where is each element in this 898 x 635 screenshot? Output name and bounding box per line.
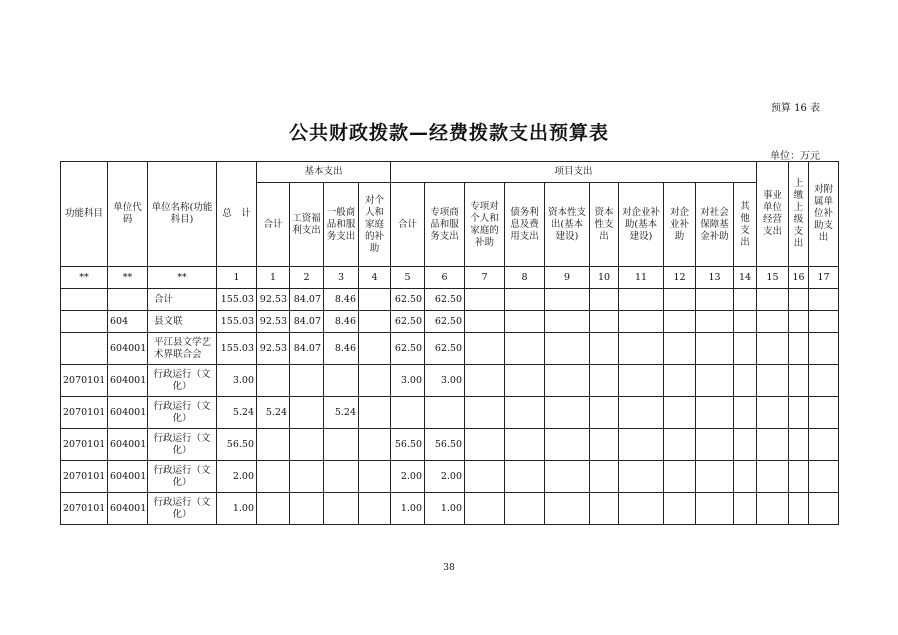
general-goods-cell: 8.46 (324, 311, 359, 333)
index-cell: 1 (217, 267, 257, 289)
empty-cell (590, 365, 619, 397)
unit-code-cell: 604001 (108, 461, 148, 493)
empty-cell (757, 365, 789, 397)
unit-name-cell: 县文联 (148, 311, 217, 333)
empty-cell (809, 365, 839, 397)
empty-cell (545, 365, 590, 397)
header-subsidy-affiliated: 对附属单位补助支出 (809, 162, 839, 267)
empty-cell (465, 429, 505, 461)
wages-cell (290, 429, 324, 461)
project-total-cell: 62.50 (391, 333, 425, 365)
basic-total-cell (257, 429, 290, 461)
header-special-personal: 专项对个人和家庭的补助 (465, 183, 505, 267)
general-goods-cell: 8.46 (324, 289, 359, 311)
header-special-goods: 专项商品和服务支出 (425, 183, 465, 267)
index-cell: 2 (290, 267, 324, 289)
empty-cell (590, 289, 619, 311)
empty-cell (619, 493, 664, 525)
empty-cell (664, 365, 696, 397)
personal-family-cell (359, 429, 391, 461)
empty-cell (734, 311, 757, 333)
special-goods-cell (425, 397, 465, 429)
empty-cell (757, 461, 789, 493)
index-cell: 4 (359, 267, 391, 289)
general-goods-cell (324, 493, 359, 525)
empty-cell (505, 289, 545, 311)
empty-cell (664, 429, 696, 461)
empty-cell (809, 397, 839, 429)
empty-cell (734, 289, 757, 311)
basic-total-cell (257, 461, 290, 493)
wages-cell (290, 461, 324, 493)
personal-family-cell (359, 493, 391, 525)
table-row (61, 365, 839, 397)
header-unit-code: 单位代码 (108, 162, 148, 267)
table-row (61, 289, 839, 311)
empty-cell (545, 429, 590, 461)
personal-family-cell (359, 365, 391, 397)
page-number: 38 (443, 563, 455, 573)
empty-cell (505, 365, 545, 397)
unit-code-cell (108, 289, 148, 311)
header-enterprise-build: 对企业补助(基本建设) (619, 183, 664, 267)
budget-table (60, 161, 839, 525)
empty-cell (789, 289, 809, 311)
unit-code-cell: 604001 (108, 365, 148, 397)
empty-cell (505, 461, 545, 493)
wages-cell (290, 493, 324, 525)
index-cell: 10 (590, 267, 619, 289)
header-project-group: 项目支出 (391, 162, 757, 183)
func-subject-cell: 2070101 (61, 397, 108, 429)
table-row (61, 397, 839, 429)
unit-name-cell: 行政运行（文化） (148, 461, 217, 493)
table-row (61, 429, 839, 461)
empty-cell (734, 461, 757, 493)
empty-cell (696, 311, 734, 333)
index-cell: 17 (809, 267, 839, 289)
empty-cell (619, 429, 664, 461)
unit-name-cell: 合计 (148, 289, 217, 311)
empty-cell (590, 429, 619, 461)
special-goods-cell: 3.00 (425, 365, 465, 397)
basic-total-cell (257, 365, 290, 397)
empty-cell (809, 493, 839, 525)
empty-cell (619, 333, 664, 365)
empty-cell (809, 461, 839, 493)
empty-cell (809, 333, 839, 365)
special-goods-cell: 62.50 (425, 289, 465, 311)
basic-total-cell (257, 493, 290, 525)
unit-code-cell: 604 (108, 311, 148, 333)
project-total-cell: 56.50 (391, 429, 425, 461)
empty-cell (545, 397, 590, 429)
empty-cell (465, 461, 505, 493)
empty-cell (696, 333, 734, 365)
table-row (61, 333, 839, 365)
empty-cell (757, 429, 789, 461)
total-cell: 155.03 (217, 311, 257, 333)
empty-cell (505, 333, 545, 365)
total-cell: 56.50 (217, 429, 257, 461)
unit-code-cell: 604001 (108, 429, 148, 461)
basic-total-cell: 92.53 (257, 289, 290, 311)
empty-cell (696, 289, 734, 311)
index-row (61, 267, 839, 289)
empty-cell (757, 333, 789, 365)
index-cell: 5 (391, 267, 425, 289)
empty-cell (590, 397, 619, 429)
empty-cell (789, 365, 809, 397)
empty-cell (696, 493, 734, 525)
index-cell: 1 (257, 267, 290, 289)
empty-cell (619, 365, 664, 397)
project-total-cell: 3.00 (391, 365, 425, 397)
total-cell: 155.03 (217, 289, 257, 311)
empty-cell (734, 493, 757, 525)
empty-cell (505, 397, 545, 429)
special-goods-cell: 56.50 (425, 429, 465, 461)
empty-cell (789, 397, 809, 429)
func-subject-cell: 2070101 (61, 365, 108, 397)
special-goods-cell: 1.00 (425, 493, 465, 525)
personal-family-cell (359, 397, 391, 429)
header-social-security: 对社会保障基金补助 (696, 183, 734, 267)
empty-cell (809, 289, 839, 311)
unit-name-cell: 行政运行（文化） (148, 397, 217, 429)
empty-cell (789, 333, 809, 365)
empty-cell (590, 311, 619, 333)
empty-cell (465, 333, 505, 365)
index-cell: 6 (425, 267, 465, 289)
special-goods-cell: 2.00 (425, 461, 465, 493)
general-goods-cell (324, 365, 359, 397)
header-unit-name: 单位名称(功能科目) (148, 162, 217, 267)
func-subject-cell: 2070101 (61, 429, 108, 461)
unit-name-cell: 平江县文学艺术界联合会 (148, 333, 217, 365)
empty-cell (545, 333, 590, 365)
header-remit-upper: 上缴上级支出 (789, 162, 809, 267)
empty-cell (757, 397, 789, 429)
empty-cell (757, 289, 789, 311)
personal-family-cell (359, 333, 391, 365)
func-subject-cell: 2070101 (61, 461, 108, 493)
basic-total-cell: 92.53 (257, 311, 290, 333)
empty-cell (590, 461, 619, 493)
empty-cell (590, 493, 619, 525)
unit-code-cell: 604001 (108, 397, 148, 429)
header-basic-group: 基本支出 (257, 162, 391, 183)
empty-cell (465, 397, 505, 429)
empty-cell (734, 429, 757, 461)
basic-total-cell: 5.24 (257, 397, 290, 429)
empty-cell (545, 289, 590, 311)
unit-code-cell: 604001 (108, 333, 148, 365)
header-business: 事业单位经营支出 (757, 162, 789, 267)
empty-cell (757, 311, 789, 333)
empty-cell (619, 397, 664, 429)
header-general-goods: 一般商品和服务支出 (324, 183, 359, 267)
index-cell: ** (61, 267, 108, 289)
header-project-total: 合计 (391, 183, 425, 267)
empty-cell (505, 429, 545, 461)
empty-cell (696, 397, 734, 429)
header-total: 总 计 (217, 162, 257, 267)
personal-family-cell (359, 289, 391, 311)
empty-cell (545, 461, 590, 493)
empty-cell (696, 461, 734, 493)
unit-name-cell: 行政运行（文化） (148, 493, 217, 525)
header-basic-total: 合计 (257, 183, 290, 267)
index-cell: 11 (619, 267, 664, 289)
personal-family-cell (359, 461, 391, 493)
special-goods-cell: 62.50 (425, 333, 465, 365)
project-total-cell (391, 397, 425, 429)
header-capital: 资本性支出 (590, 183, 619, 267)
unit-label: 单位：万元 (770, 151, 820, 162)
empty-cell (696, 429, 734, 461)
personal-family-cell (359, 311, 391, 333)
table-row (61, 493, 839, 525)
total-cell: 3.00 (217, 365, 257, 397)
empty-cell (465, 289, 505, 311)
empty-cell (619, 289, 664, 311)
wages-cell (290, 365, 324, 397)
index-cell: 14 (734, 267, 757, 289)
project-total-cell: 1.00 (391, 493, 425, 525)
empty-cell (789, 461, 809, 493)
empty-cell (590, 333, 619, 365)
empty-cell (757, 493, 789, 525)
index-cell: 12 (664, 267, 696, 289)
unit-code-cell: 604001 (108, 493, 148, 525)
header-other: 其他支出 (734, 183, 757, 267)
index-cell: 15 (757, 267, 789, 289)
empty-cell (696, 365, 734, 397)
empty-cell (545, 311, 590, 333)
empty-cell (734, 333, 757, 365)
index-cell: 8 (505, 267, 545, 289)
unit-name-cell: 行政运行（文化） (148, 365, 217, 397)
empty-cell (664, 289, 696, 311)
general-goods-cell (324, 461, 359, 493)
empty-cell (505, 311, 545, 333)
total-cell: 1.00 (217, 493, 257, 525)
index-cell: ** (148, 267, 217, 289)
page-title: 公共财政拨款—经费拨款支出预算表 (288, 122, 609, 144)
empty-cell (465, 493, 505, 525)
header-enterprise: 对企业补助 (664, 183, 696, 267)
empty-cell (664, 311, 696, 333)
empty-cell (664, 397, 696, 429)
index-cell: 3 (324, 267, 359, 289)
index-cell: 7 (465, 267, 505, 289)
header-capital-build: 资本性支出(基本建设) (545, 183, 590, 267)
empty-cell (505, 493, 545, 525)
unit-name-cell: 行政运行（文化） (148, 429, 217, 461)
table-row (61, 311, 839, 333)
empty-cell (809, 311, 839, 333)
empty-cell (619, 461, 664, 493)
index-cell: ** (108, 267, 148, 289)
empty-cell (734, 397, 757, 429)
empty-cell (619, 311, 664, 333)
empty-cell (465, 365, 505, 397)
total-cell: 155.03 (217, 333, 257, 365)
general-goods-cell (324, 429, 359, 461)
wages-cell (290, 397, 324, 429)
header-personal-family: 对个人和家庭的补助 (359, 183, 391, 267)
wages-cell: 84.07 (290, 311, 324, 333)
table-number: 预算 16 表 (770, 103, 820, 114)
func-subject-cell (61, 311, 108, 333)
header-func-subject: 功能科目 (61, 162, 108, 267)
project-total-cell: 62.50 (391, 289, 425, 311)
header-debt-interest: 债务利息及费用支出 (505, 183, 545, 267)
table-body (61, 289, 839, 525)
func-subject-cell (61, 289, 108, 311)
empty-cell (789, 493, 809, 525)
wages-cell: 84.07 (290, 289, 324, 311)
header-wages: 工资福利支出 (290, 183, 324, 267)
wages-cell: 84.07 (290, 333, 324, 365)
project-total-cell: 62.50 (391, 311, 425, 333)
empty-cell (664, 333, 696, 365)
empty-cell (465, 311, 505, 333)
empty-cell (664, 461, 696, 493)
total-cell: 5.24 (217, 397, 257, 429)
func-subject-cell (61, 333, 108, 365)
special-goods-cell: 62.50 (425, 311, 465, 333)
basic-total-cell: 92.53 (257, 333, 290, 365)
general-goods-cell: 5.24 (324, 397, 359, 429)
index-cell: 16 (789, 267, 809, 289)
index-cell: 13 (696, 267, 734, 289)
index-cell: 9 (545, 267, 590, 289)
empty-cell (545, 493, 590, 525)
empty-cell (789, 311, 809, 333)
empty-cell (734, 365, 757, 397)
empty-cell (809, 429, 839, 461)
empty-cell (789, 429, 809, 461)
total-cell: 2.00 (217, 461, 257, 493)
project-total-cell: 2.00 (391, 461, 425, 493)
empty-cell (664, 493, 696, 525)
general-goods-cell: 8.46 (324, 333, 359, 365)
func-subject-cell: 2070101 (61, 493, 108, 525)
table-row (61, 461, 839, 493)
